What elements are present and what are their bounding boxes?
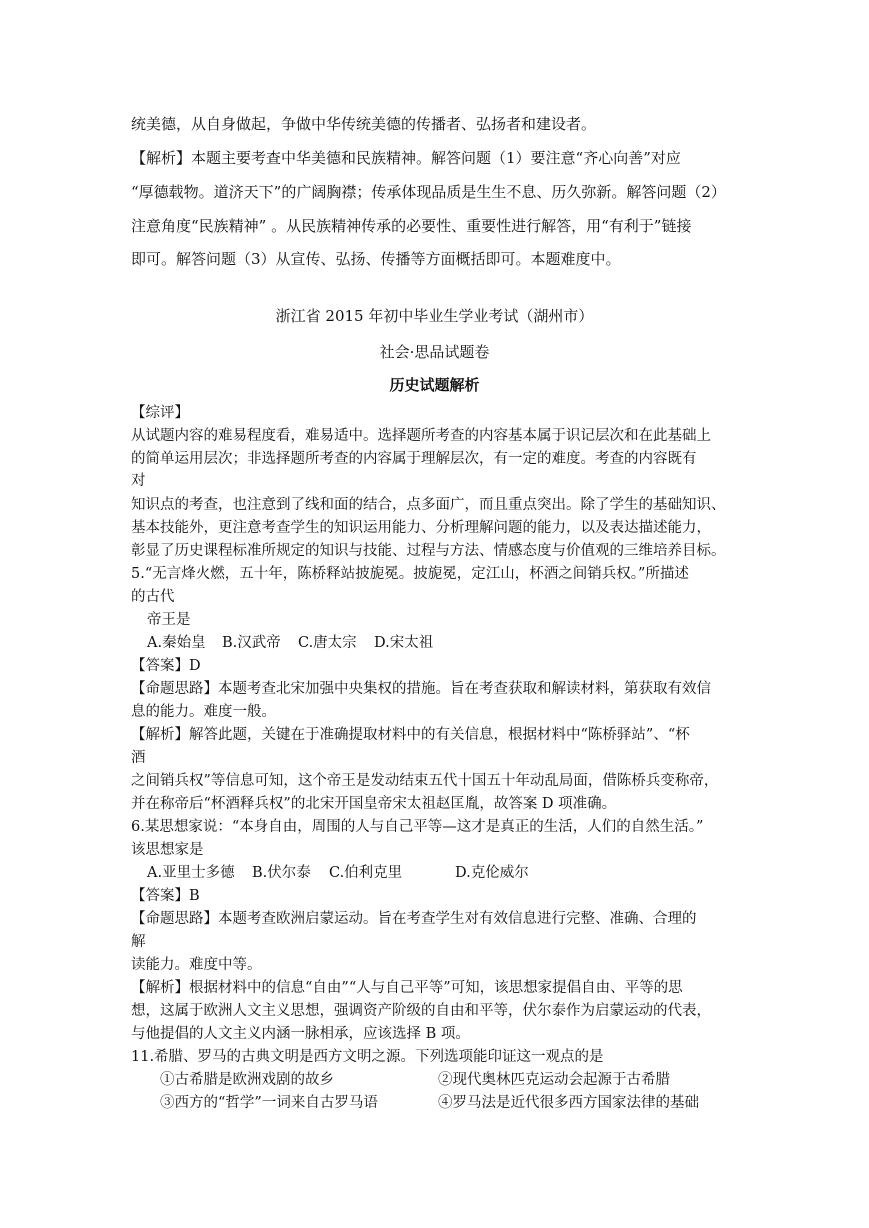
q5-analysis-line: 酒 (131, 750, 146, 766)
q6-stem-line: 6.某思想家说：“本身自由，周围的人与自己平等—这才是真正的生活，人们的自然生活。” (131, 819, 704, 835)
q6-option-a: A.亚里士多德 (147, 865, 235, 881)
intro-line: 统美德，从自身做起，争做中华传统美德的传播者、弘扬者和建设者。 (131, 115, 597, 133)
q5-stem-line: 的古代 (131, 589, 175, 605)
q6-analysis-line: 【解析】根据材料中的信息“自由”“人与自己平等”可知，该思想家提倡自由、平等的思 (131, 980, 683, 996)
q6-option-b: B.伏尔泰 (252, 865, 311, 881)
intro-analysis-line: 【解析】本题主要考查中华美德和民族精神。解答问题（1）要注意“齐心向善”对应 (131, 149, 681, 167)
q6-option-d: D.克伦威尔 (455, 865, 529, 881)
review-line: 知识点的考查，也注意到了线和面的结合，点多面广，而且重点突出。除了学生的基础知识、 (131, 497, 726, 513)
q5-option-d: D.宋太祖 (374, 635, 434, 651)
q6-stem-line: 该思想家是 (131, 842, 204, 858)
q5-stem-line: 帝王是 (147, 612, 191, 628)
review-line: 基本技能外，更注意考查学生的知识运用能力、分析理解问题的能力，以及表达描述能力， (131, 520, 711, 536)
q5-option-a: A.秦始皇 (147, 635, 206, 651)
q6-idea-line: 解 (131, 934, 146, 950)
intro-analysis-line: 即可。解答问题（3）从宣传、弘扬、传播等方面概括即可。本题难度中。 (131, 250, 621, 268)
q6-option-c: C.伯利克里 (329, 865, 403, 881)
q6-analysis-line: 与他提倡的人文主义内涵一脉相承，应该选择 B 项。 (131, 1026, 470, 1042)
review-line: 对 (131, 473, 146, 489)
q11-item-2: ②现代奥林匹克运动会起源于古希腊 (438, 1072, 670, 1088)
review-label: 【综评】 (131, 405, 189, 421)
subject-title: 社会·思品试题卷 (379, 343, 490, 361)
exam-title: 浙江省 2015 年初中毕业生学业考试（湖州市） (275, 307, 594, 325)
q11-item-1: ①古希腊是欧洲戏剧的故乡 (160, 1072, 334, 1088)
review-line: 彰显了历史课程标准所规定的知识与技能、过程与方法、情感态度与价值观的三维培养目标。 (131, 543, 726, 559)
q6-answer: 【答案】B (131, 888, 200, 904)
q5-analysis-line: 之间销兵权”等信息可知，这个帝王是发动结束五代十国五十年动乱局面，借陈桥兵变称帝， (131, 773, 719, 789)
section-title: 历史试题解析 (389, 376, 480, 394)
review-line: 从试题内容的难易程度看，难易适中。选择题所考查的内容基本属于识记层次和在此基础上 (131, 428, 711, 444)
intro-analysis-line: “厚德载物。道济天下”的广阔胸襟；传承体现品质是生生不息、历久弥新。解答问题（2） (131, 183, 726, 201)
q6-analysis-line: 想，这属于欧洲人文主义思想，强调资产阶级的自由和平等，伏尔泰作为启蒙运动的代表， (131, 1003, 711, 1019)
q5-stem-line: 5.“无言烽火燃，五十年，陈桥释站披旎冕。披旎冕，定江山，杯酒之间销兵权。”所描述 (131, 566, 689, 582)
q11-item-4: ④罗马法是近代很多西方国家法律的基础 (438, 1095, 699, 1111)
q5-analysis-line: 【解析】解答此题，关键在于准确提取材料中的有关信息，根据材料中“陈桥驿站”、“杯 (131, 727, 690, 743)
q5-option-b: B.汉武帝 (222, 635, 281, 651)
review-line: 的简单运用层次；非选择题所考查的内容属于理解层次，有一定的难度。考查的内容既有 (131, 451, 697, 467)
q5-idea-line: 【命题思路】本题考查北宋加强中央集权的措施。旨在考查获取和解读材料，第获取有效信 (131, 681, 711, 697)
q11-stem: 11.希腊、罗马的古典文明是西方文明之源。下列选项能印证这一观点的是 (131, 1049, 604, 1065)
q6-idea-line: 【命题思路】本题考查欧洲启蒙运动。旨在考查学生对有效信息进行完整、准确、合理的 (131, 911, 697, 927)
q5-option-c: C.唐太宗 (298, 635, 357, 651)
q11-item-3: ③西方的“哲学”一词来自古罗马语 (160, 1095, 378, 1111)
q5-answer: 【答案】D (131, 658, 201, 674)
q5-analysis-line: 并在称帝后“杯酒释兵权”的北宋开国皇帝宋太祖赵匡胤，故答案 D 项准确。 (131, 796, 617, 812)
q5-idea-line: 息的能力。难度一般。 (131, 704, 276, 720)
intro-analysis-line: 注意角度“民族精神” 。从民族精神传承的必要性、重要性进行解答，用“有利于”链接 (131, 217, 692, 235)
q6-idea-line: 读能力。难度中等。 (131, 957, 262, 973)
